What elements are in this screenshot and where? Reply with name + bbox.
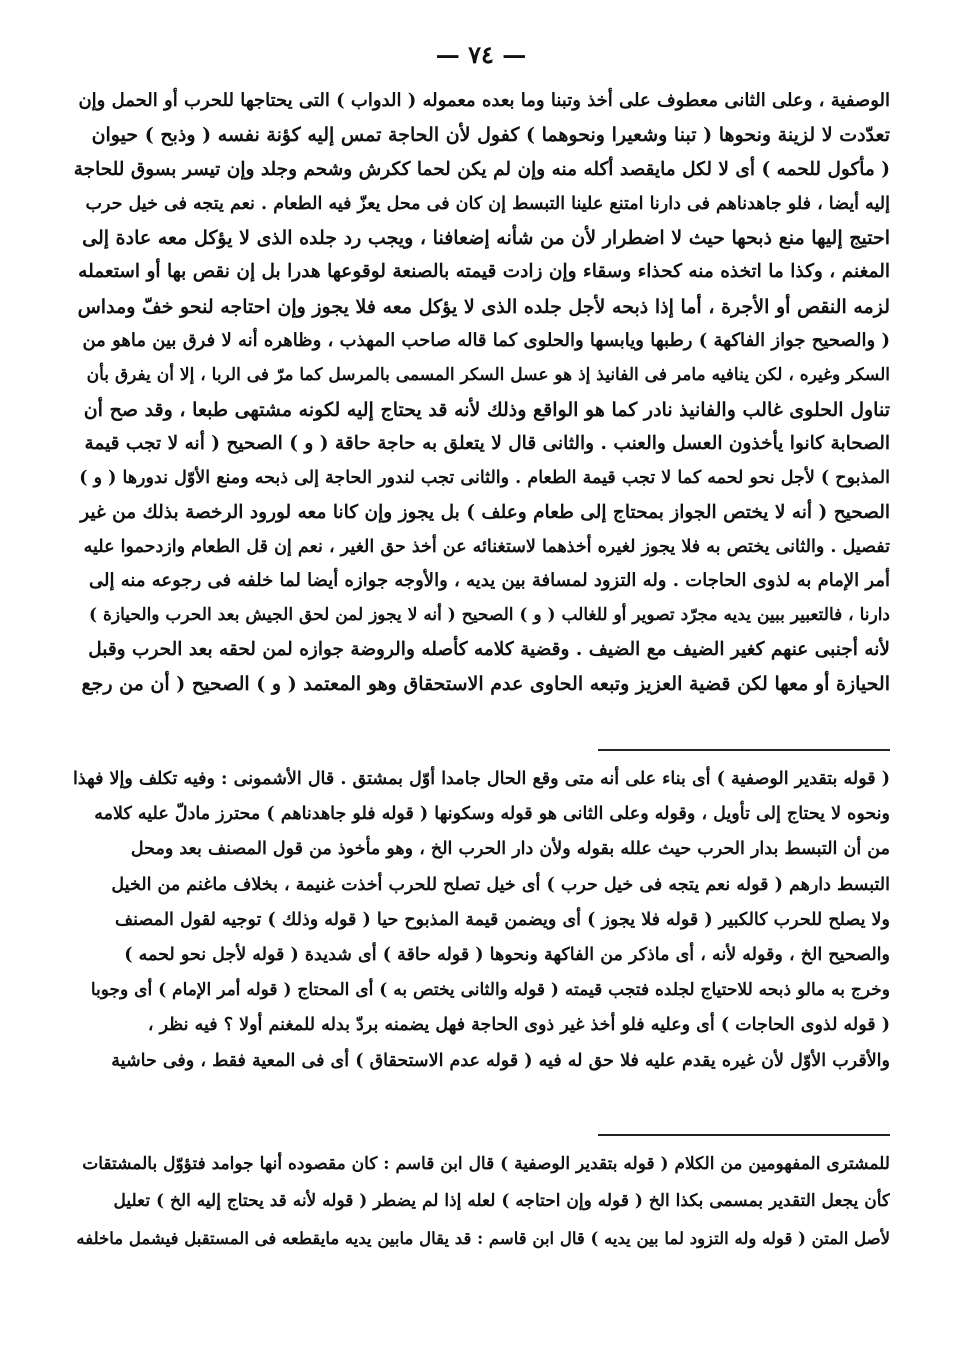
main-text-line: السكر وغيره ، لكن ينافيه مامر فى الفانيذ إذ هو عسل السكر المسمى بالمرسل كما مرّ فى الربا ، إلا أن يفرق بأن bbox=[86, 365, 890, 386]
commentary-line: ( قوله لذوى الحاجات ) أى وعليه فلو أخذ غير ذوى الحاجة فهل يضمنه بردّ بدله للمغنم أولا ؟ فيه نظر ، bbox=[147, 1015, 890, 1036]
main-text-line: دارنا ، فالتعبير ببين يديه مجرّد تصوير أو للغالب ( و ) الصحيح ( أنه لا يجوز لمن لحق الجيش بعد الحرب والحيازة ) bbox=[89, 605, 890, 626]
main-text-line: المذبوح ) لأجل نحو لحمه كما لا تجب قيمة الطعام . والثانى تجب لندور الحاجة إلى ذبحه ومنع الأوّل ندورها ( و ) bbox=[79, 468, 890, 489]
main-text-line: لأنه أجنبى عنهم كغير الضيف مع الضيف . وقضية كلامه كأصله والروضة جوازه لمن لحقه بعد الحرب وقبل bbox=[88, 638, 890, 660]
glosses-block bbox=[72, 1146, 890, 1257]
main-text-line: الصحابة كانوا يأخذون العسل والعنب . والثانى قال لا يتعلق به حاجة حاقة ( و ) الصحيح ( أنه لا تجب قيمة bbox=[84, 432, 890, 454]
main-text-line: الوصفية ، وعلى الثانى معطوف على أخذ وتبنا وما بعده معموله ( الدواب ) التى يحتاجها للحرب أو الحمل وإن bbox=[78, 90, 890, 111]
main-text-line: تناول الحلوى غالب والفانيذ نادر كما هو الواقع وذلك لأنه قد يحتاج إليه لكونه مشتهى طبعا ، وقد صح أن bbox=[83, 398, 890, 421]
commentary-line: ( قوله بتقدير الوصفية ) أى بناء على أنه متى وقع الحال جامدا أوّل بمشتق . قال الأشمونى : وفيه تكلف وإلا فهذا bbox=[72, 769, 890, 789]
gloss-line: لأصل المتن ( قوله وله التزود لما بين يديه ) قال ابن قاسم : قد يقال مابين يديه مايقطعه فى المستقبل فيشمل ماخلفه bbox=[76, 1229, 890, 1248]
main-text-line: إليه أيضا ، فلو جاهدناهم فى دارنا امتنع علينا التبسط إن كان فى محل يعزّ فيه الطعام . نعم يتجه فى خيل حرب bbox=[85, 193, 890, 214]
commentary-line: ولا يصلح للحرب كالكبير ( قوله فلا يجوز ) أى ويضمن قيمة المذبوح حيا ( قوله وذلك ) توجيه لقول المصنف bbox=[115, 909, 890, 930]
main-text-line: الصحيح ( أنه لا يختص الجواز بمحتاج إلى طعام وعلف ) بل يجوز وإن كانا معه لورود الرخصة بذلك من غير bbox=[80, 501, 890, 523]
main-text-line: الحيازة أو معها لكن قضية العزيز وتبعه الحاوى عدم الاستحقاق وهو المعتمد ( و ) الصحيح ( أن من رجع bbox=[81, 673, 890, 696]
commentary-line: والأقرب الأوّل لأن غيره يقدم عليه فلا حق له فيه ( قوله عدم الاستحقاق ) أى فى المعية فقط ، وفى حاشية bbox=[111, 1050, 890, 1071]
gloss-line: للمشترى المفهومين من الكلام ( قوله بتقدير الوصفية ) قال ابن قاسم : كان مقصوده أنها جوامد فتؤوّل بالمشتقات bbox=[82, 1154, 890, 1174]
commentary-block bbox=[72, 762, 890, 1079]
glosses-divider bbox=[598, 1134, 890, 1136]
main-text-block bbox=[72, 84, 890, 701]
commentary-divider bbox=[598, 749, 890, 751]
commentary-line: من أن التبسط بدار الحرب حيث علله بقوله ولأن دار الحرب الخ ، وهو مأخوذ من قول المصنف بعد ومحل bbox=[130, 839, 890, 860]
main-text-line: المغنم ، وكذا ما اتخذه منه كحذاء وسقاء وإن زادت قيمته بالصنعة لوقوعها هدرا بل إن نقص بها أو استعمله bbox=[78, 261, 890, 283]
commentary-line: والصحيح الخ ، وقوله لأنه ، أى ماذكر من الفاكهة ونحوها ( قوله حاقة ) أى شديدة ( قوله لأجل نحو لحمه ) bbox=[124, 944, 890, 965]
main-text-line: ( مأكول للحمه ) أى لا لكل مايقصد أكله منه وإن لم يكن لحما ككرش وشحم وجلد وإن تيسر بسوق للحاجة bbox=[73, 158, 890, 180]
commentary-line: وخرج به مالو ذبحه للاحتياج لجلده فتجب قيمته ( قوله والثانى يختص به ) أى المحتاج ( قوله أمر الإمام ) أى وجوبا bbox=[90, 980, 890, 1001]
main-text-line: تفصيل . والثانى يختص به فلا يجوز لغيره أخذهما لاستغنائه عن أخذ حق الغير ، نعم إن قل الطعام وازدحموا عليه bbox=[83, 536, 890, 557]
main-text-line: احتيج إليها منع ذبحها حيث لا اضطرار لأن من شأنه إضعافنا ، ويجب رد جلده الذى لا يؤكل معه عادة إلى bbox=[82, 227, 890, 250]
main-text-line: لزمه النقص أو الأجرة ، أما إذا ذبحه لأجل جلده الذى لا يؤكل معه فلا يجوز وإن احتاجه لنحو خفّ ومداس bbox=[77, 295, 890, 318]
main-text-line: أمر الإمام به لذوى الحاجات . وله التزود لمسافة بين يديه ، والأوجه جوازه أيضا لما خلفه فى رجوعه منه إلى bbox=[89, 570, 890, 592]
page-number: — ٧٤ — bbox=[435, 40, 527, 69]
gloss-line: كأن يجعل التقدير بمسمى بكذا الخ ( قوله وإن احتاجه ) لعله إذا لم يضطر ( قوله لأنه قد يحتاج إليه الخ ) تعليل bbox=[113, 1191, 890, 1211]
main-text-line: ( والصحيح جواز الفاكهة ) رطبها ويابسها والحلوى كما قاله صاحب المهذب ، وظاهره أنه لا فرق بين ماهو من bbox=[82, 330, 890, 352]
commentary-line: التبسط دارهم ( قوله نعم يتجه فى خيل حرب ) أى خيل تصلح للحرب أخذت غنيمة ، بخلاف ماغنم من الخيل bbox=[111, 874, 890, 895]
main-text-line: تعدّدت لا لزينة ونحوها ( تبنا وشعيرا ونحوهما ) كفول لأن الحاجة تمس إليه كؤنة نفسه ( وذبح ) حيوان bbox=[91, 124, 890, 147]
commentary-line: ونحوه لا يحتاج إلى تأويل ، وقوله وعلى الثانى هو قوله وسكونها ( قوله فلو جاهدناهم ) محترز مادلّ عليه كلامه bbox=[94, 804, 890, 825]
